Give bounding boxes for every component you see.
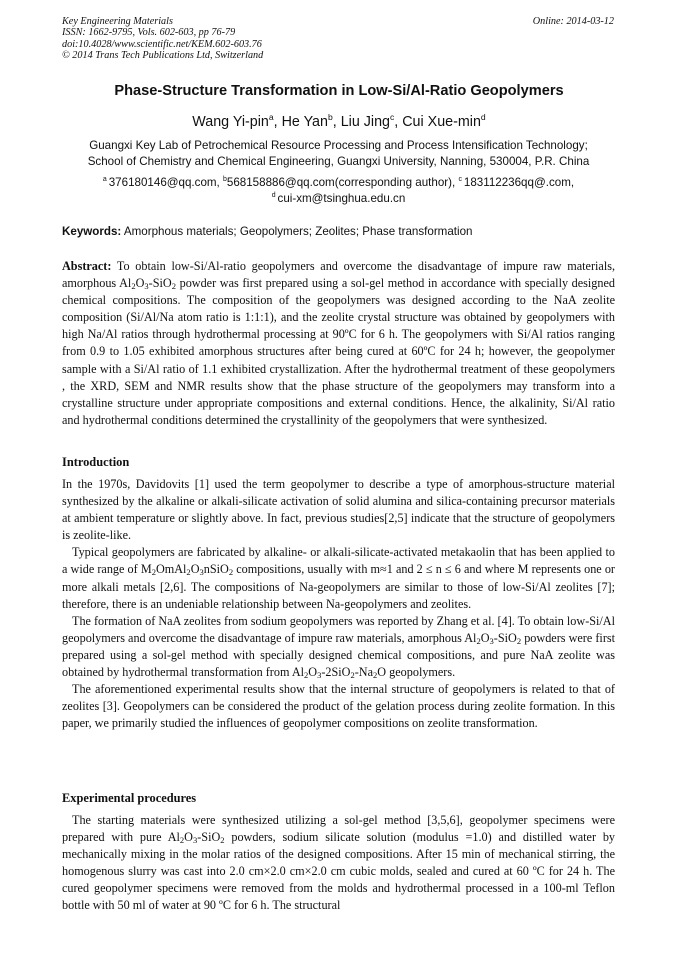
author-name: Liu Jing	[340, 114, 390, 130]
author-mark: a	[268, 112, 274, 123]
affiliation	[62, 138, 615, 170]
online-date: Online: 2014-03-12	[532, 16, 614, 27]
author-emails: $^a$ 376180146@qq.com, $^b$568158886@qq.com(corresponding author), $^c$ 183112236qq@.com, $^d$ cui-xm@tsinghua.edu.cn	[102, 176, 575, 205]
keywords	[62, 225, 615, 238]
author-list: Wang Yi-pin$^a$, He Yan$^b$, Liu Jing$^c$, Cui Xue-$\min^d$	[192, 112, 486, 130]
paragraph: Typical geopolymers are fabricated by alkaline- or alkali-silicate-activated metakaolin that has been applied to a wide range of $M_2OmAl_2O_3nSiO_2$ compositions, usually with m≈1 and 2 ≤ n ≤ 6 and where M represents one or more alkali metals [2,6]. The compositions of Na-geopolymers are similar to those of low-Si/Al zeolites [7]; therefore, there is an undeniable relationship between Na-geopolymers and zeolites.	[62, 545, 615, 611]
journal-header	[62, 16, 614, 61]
email-link[interactable]: 376180146@qq.com,	[108, 176, 220, 189]
copyright-line: © 2014 Trans Tech Publications Ltd, Switzerland	[62, 49, 264, 61]
experimental-body	[62, 812, 615, 915]
email-link[interactable]: 183112236qq@.com,	[463, 176, 575, 189]
abstract-text: powder was first prepared using a sol-gel method in accordance with specially designed chemical compositions. The composition of the geopolymers was designed according to the NaA zeolite composition (Si/Al/Na atom ratio is 1:1:1), and the zeolite crystal structure was obtained by geopolymers with high Na/Al ratios through hydrothermal processing at 90ºC for 6 h. The geopolymers with Si/Al ratios ranging from 0.9 to 1.05 exhibited amorphous structures after being cured at 60ºC for 24 h; however, the geopolymer sample with a Si/Al ratio of 1.1 exhibited crystallization. After the hydrothermal treatment of these geopolymers , the XRD, SEM and NMR results show that the phase structure of the geopolymers may transform into a crystalline structure under appropriate compositions and external conditions. Hence, the alkalinity, Si/Al ratio and hydrothermal conditions determined the crystallinity of the geopolymers that were synthesized.	[62, 276, 615, 427]
issn-line: ISSN: 1662-9795, Vols. 602-603, pp 76-79	[62, 27, 236, 39]
author-name: He Yan	[281, 114, 328, 130]
email-link[interactable]: cui-xm@tsinghua.edu.cn	[277, 191, 406, 205]
author-name: Wang Yi-pin	[192, 114, 269, 130]
abstract: Abstract: To obtain low-Si/Al-ratio geopolymers and overcome the disadvantage of impure raw materials, amorphous $Al_2O_3-SiO_2$ powder was first prepared using a sol-gel method in accordance with specially designed chemical compositions. The composition of the geopolymers was designed according to the NaA zeolite composition (Si/Al/Na atom ratio is 1:1:1), and the zeolite crystal structure was obtained by geopolymers with high Na/Al ratios through hydrothermal processing at 90ºC for 6 h. The geopolymers with Si/Al ratios ranging from 0.9 to 1.05 exhibited amorphous structures after being cured at 60ºC for 24 h; however, the geopolymer sample with a Si/Al ratio of 1.1 exhibited crystallization. After the hydrothermal treatment of these geopolymers , the XRD, SEM and NMR results show that the phase structure of the geopolymers may transform into a crystalline structure under appropriate compositions and external conditions. Hence, the alkalinity, Si/Al ratio and hydrothermal conditions determined the crystallinity of the geopolymers that were synthesized.	[62, 259, 615, 427]
affiliation-line: Guangxi Key Lab of Petrochemical Resource Processing and Process Intensification Technology;	[89, 139, 588, 152]
author-mark: b	[327, 112, 333, 123]
author-mark: c	[389, 112, 395, 123]
keywords-text: Amorphous materials; Geopolymers; Zeolites; Phase transformation	[123, 225, 473, 238]
author-name: Cui Xue-min	[402, 114, 481, 130]
abstract-label: Abstract:	[62, 259, 112, 273]
paragraph: The starting materials were synthesized utilizing a sol-gel method [3,5,6], geopolymer specimens were prepared with pure $Al_2O_3-SiO_2$ powders, sodium silicate solution (modulus =1.0) and distilled water by mechanically mixing in the molar ratios of the designed compositions. After 15 min of mechanical stirring, the homogenous slurry was cast into 2.0 cm×2.0 cm×2.0 cm cubic molds, sealed and cured at 60 ºC for 24 h. The cured geopolymer specimens were removed from the molds and hydrothermal processed in a 100-ml Teflon bottle with 50 ml of water at 90 ºC for 6 h. The structural	[62, 813, 616, 913]
introduction-body	[62, 476, 615, 732]
author-mark: d	[480, 112, 486, 123]
doi-line: doi:10.4028/www.scientific.net/KEM.602-603.76	[62, 38, 262, 50]
section-heading: Introduction	[62, 455, 130, 469]
paragraph: The aforementioned experimental results show that the internal structure of geopolymers is related to that of zeolites [3]. Geopolymers can be considered the product of the gelation process during zeolite formation. In this paper, we primarily studied the influences of geopolymer compositions on zeolite transformation.	[62, 682, 615, 731]
paper-title: Phase-Structure Transformation in Low-Si/Al-Ratio Geopolymers	[114, 83, 564, 99]
affiliation-line: School of Chemistry and Chemical Engineering, Guangxi University, Nanning, 530004, P.R. China	[87, 154, 590, 168]
journal-name: Key Engineering Materials	[62, 16, 173, 27]
keywords-label: Keywords:	[62, 225, 122, 238]
email-link[interactable]: 568158886@qq.com(corresponding author),	[226, 176, 456, 189]
abstract-text: To obtain low-Si/Al-ratio geopolymers and overcome the disadvantage of impure raw materials, amorphous	[62, 259, 615, 291]
paragraph: In the 1970s, Davidovits [1] used the term geopolymer to describe a type of amorphous-structure material synthesized by the alkaline or alkali-silicate activation of solid alumina and silica-containing precursor materials at ambient temperature or slightly above. In fact, previous studies[2,5] indicate that the structure of geopolymers is zeolite-like.	[62, 477, 615, 543]
section-heading: Experimental procedures	[62, 791, 197, 805]
paragraph: The formation of NaA zeolites from sodium geopolymers was reported by Zhang et al. [4]. To obtain low-Si/Al geopolymers and overcome the disadvantage of impure raw materials, amorphous $Al_2O_3-SiO_2$ powders were first prepared using a sol-gel method with specially designed chemical compositions, and pure NaA zeolite was obtained by hydrothermal transformation from $Al_2O_3-2SiO_2-Na_2O$ geopolymers.	[62, 613, 616, 681]
